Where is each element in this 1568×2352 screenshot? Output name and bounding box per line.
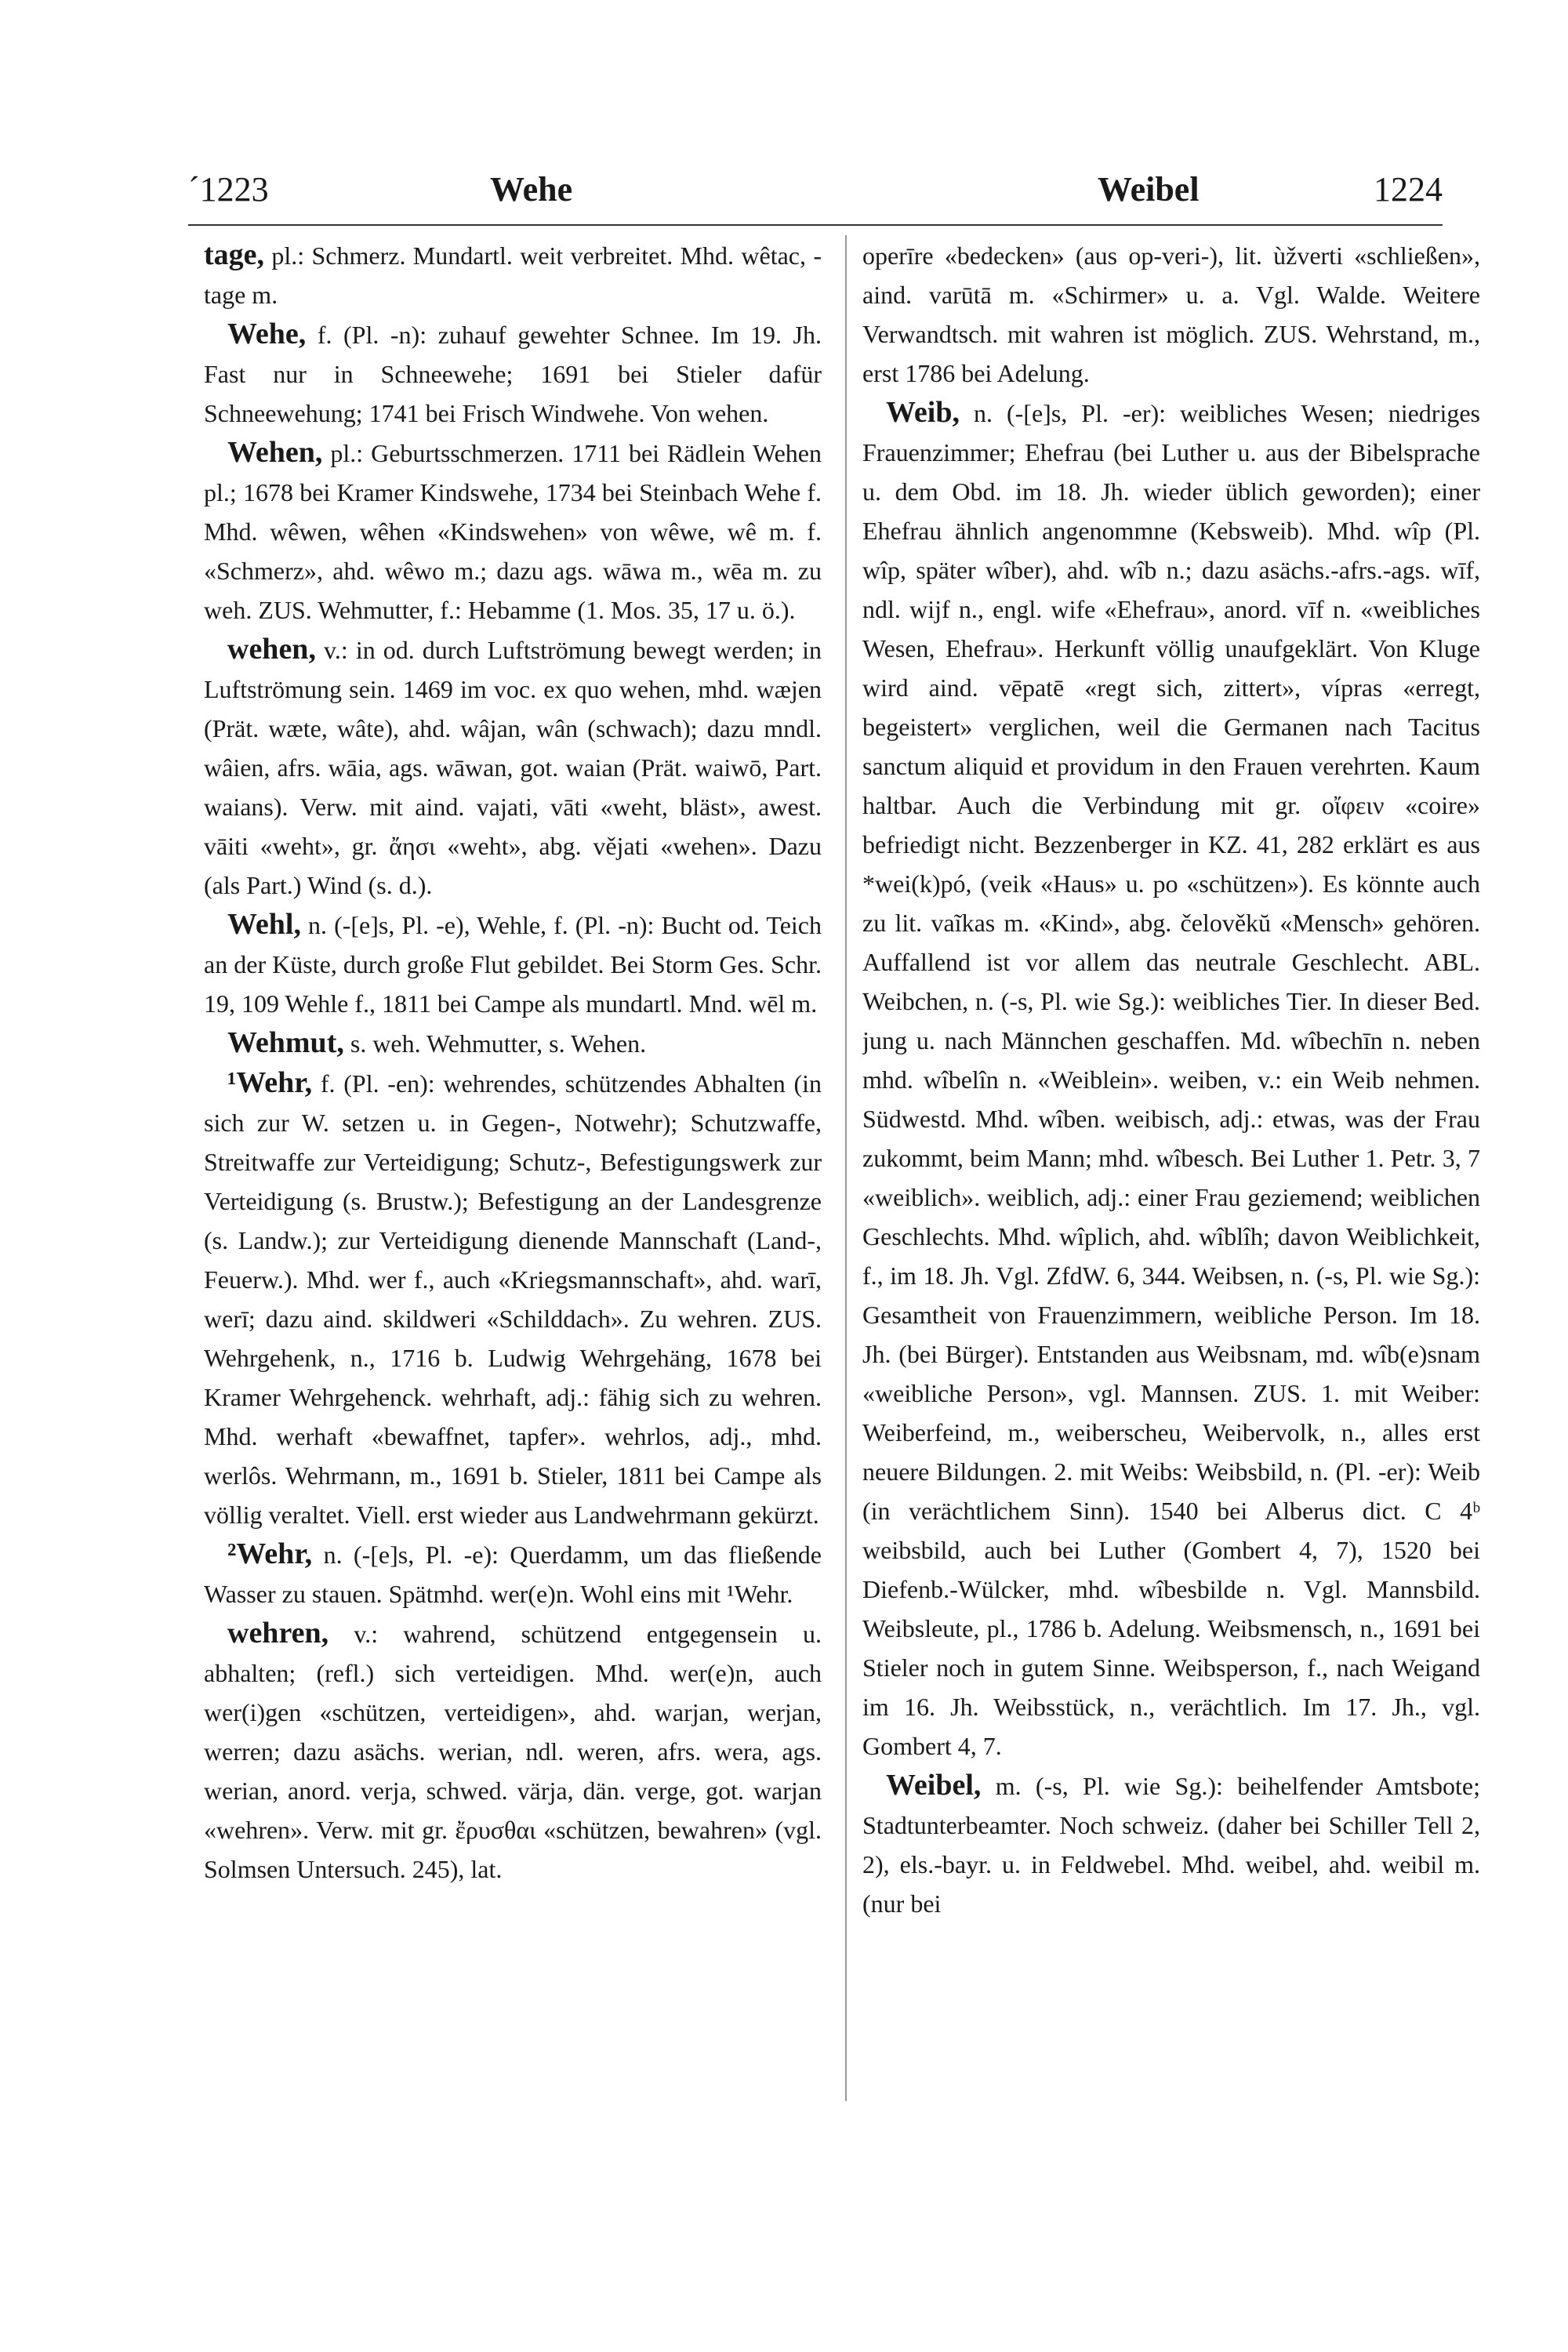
- entry-text: f. (Pl. -en): wehrendes, schützendes Abhalten (in sich zur W. setzen u. in Gegen-, Notwehr); Schutzwaffe, Streitwaffe zur Verteidigung; Schutz-, Befestigungswerk zur Verteidigung (s. Brustw.); Befestigung an der Landesgrenze (s. Landw.); zur Verteidigung dienende Mannschaft (Land-, Feuerw.). Mhd. wer f., auch «Kriegsmannschaft», ahd. warī, werī; dazu aind. skildweri «Schilddach». Zu wehren. ZUS. Wehrgehenk, n., 1716 b. Ludwig Wehrgehäng, 1678 bei Kramer Wehrgehenck. wehrhaft, adj.: fähig sich zu wehren. Mhd. werhaft «bewaffnet, tapfer». wehrlos, adj., mhd. werlôs. Wehrmann, m., 1691 b. Stieler, 1811 bei Campe als völlig veraltet. Viell. erst wieder aus Landwehrmann gekürzt.: [204, 1069, 822, 1529]
- entry: [204, 235, 822, 314]
- entry: [204, 905, 822, 1023]
- right-running-headword: Weibel: [1098, 170, 1200, 209]
- entry-headword: Wehe,: [227, 318, 307, 350]
- entry: [862, 1766, 1480, 1923]
- entry-headword: tage,: [204, 238, 265, 271]
- entry-headword: ²Wehr,: [227, 1537, 313, 1570]
- entry-text: f. (Pl. -n): zuhauf gewehter Schnee. Im 19. Jh. Fast nur in Schneewehe; 1691 bei Stieler dafür Schneewehung; 1741 bei Frisch Windwehe. Von wehen.: [204, 321, 822, 427]
- entry-text: pl.: Geburtsschmerzen. 1711 bei Rädlein Wehen pl.; 1678 bei Kramer Kindswehe, 1734 bei Steinbach Wehe f. Mhd. wêwen, wêhen «Kindswehen» von wêwe, wê m. f. «Schmerz», ahd. wêwo m.; dazu ags. wāwa m., wēa m. zu weh. ZUS. Wehmutter, f.: Hebamme (1. Mos. 35, 17 u. ö.).: [204, 439, 822, 624]
- entry-text: operīre «bedecken» (aus op-veri-), lit. ùžverti «schließen», aind. varūtā m. «Schirmer» u. a. Vgl. Walde. Weitere Verwandtsch. mit wahren ist möglich. ZUS. Wehrstand, m., erst 1786 bei Adelung.: [862, 241, 1480, 387]
- entry-headword: wehen,: [227, 633, 316, 666]
- entry-text: v.: in od. durch Luftströmung bewegt werden; in Luftströmung sein. 1469 im voc. ex quo wehen, mhd. wæjen (Prät. wæte, wâte), ahd. wâjan, wân (schwach); dazu mndl. wâien, afrs. wāia, ags. wāwan, got. waian (Prät. waiwō, Part. waians). Verw. mit aind. vajati, vāti «weht, bläst», awest. vāiti «weht», gr. ἄησι «weht», abg. vějati «wehen». Dazu (als Part.) Wind (s. d.).: [204, 636, 822, 899]
- entry-text: n. (-[e]s, Pl. -e): Querdamm, um das fließende Wasser zu stauen. Spätmhd. wer(e)n. Wohl eins mit ¹Wehr.: [204, 1541, 822, 1608]
- entry: [204, 630, 822, 905]
- entry: [204, 1063, 822, 1534]
- left-page-number: ´1223: [188, 170, 269, 209]
- right-page-number: 1224: [1374, 170, 1443, 209]
- entry-headword: Weibel,: [886, 1769, 982, 1802]
- entry-text: n. (-[e]s, Pl. -er): weibliches Wesen; niedriges Frauenzimmer; Ehefrau (bei Luther u. aus der Bibelsprache u. dem Obd. im 18. Jh. wieder üblich geworden); einer Ehefrau ähnlich angenommne (Kebsweib). Mhd. wîp (Pl. wîp, später wîber), ahd. wîb n.; dazu asächs.-afrs.-ags. wīf, ndl. wijf n., engl. wife «Ehefrau», anord. vīf n. «weibliches Wesen, Ehefrau». Herkunft völlig unaufgeklärt. Von Kluge wird aind. vēpatē «regt sich, zittert», vípras «erregt, begeistert» verglichen, weil die Germanen nach Tacitus sanctum aliquid et providum in den Frauen verehrten. Kaum haltbar. Auch die Verbindung mit gr. οἴφειν «coire» befriedigt nicht. Bezzenberger in KZ. 41, 282 erklärt es aus *wei(k)pó, (veik «Haus» u. po «schützen»). Es könnte auch zu lit. vaĩkas m. «Kind», abg. čelověkŭ «Mensch» gehören. Auffallend ist vor allem das neutrale Geschlecht. ABL. Weibchen, n. (-s, Pl. wie Sg.): weibliches Tier. In dieser Bed. jung u. nach Männchen geschaffen. Md. wîbechīn n. neben mhd. wîbelîn n. «Weiblein». weiben, v.: ein Weib nehmen. Südwestd. Mhd. wîben. weibisch, adj.: etwas, was der Frau zukommt, beim Mann; mhd. wîbesch. Bei Luther 1. Petr. 3, 7 «weiblich». weiblich, adj.: einer Frau geziemend; weiblichen Geschlechts. Mhd. wîplich, ahd. wîblîh; davon Weiblichkeit, f., im 18. Jh. Vgl. ZfdW. 6, 344. Weibsen, n. (-s, Pl. wie Sg.): Gesamtheit von Frauenzimmern, weibliche Person. Im 18. Jh. (bei Bürger). Entstanden aus Weibsnam, md. wîb(e)snam «weibliche Person», vgl. Mannsen. ZUS. 1. mit Weiber: Weiberfeind, m., weiberscheu, Weibervolk, n., alles erst neuere Bildungen. 2. mit Weibs: Weibsbild, n. (Pl. -er): Weib (in verächtlichem Sinn). 1540 bei Alberus dict. C 4ᵇ weibsbild, auch bei Luther (Gombert 4, 7), 1520 bei Diefenb.-Wülcker, mhd. wîbesbilde n. Vgl. Mannsbild. Weibsleute, pl., 1786 b. Adelung. Weibsmensch, n., 1691 bei Stieler noch in gutem Sinne. Weibsperson, f., nach Weigand im 16. Jh. Weibsstück, n., verächtlich. Im 17. Jh., vgl. Gombert 4, 7.: [862, 399, 1480, 1760]
- entry-text: s. weh. Wehmutter, s. Wehen.: [350, 1029, 647, 1058]
- page-header: [188, 166, 1443, 221]
- entry-continuation: [862, 235, 1480, 393]
- entry: [862, 393, 1480, 1766]
- entry-headword: Wehen,: [227, 436, 323, 469]
- entry-headword: Wehl,: [227, 908, 301, 941]
- right-column: [862, 235, 1480, 2101]
- entry-text: m. (-s, Pl. wie Sg.): beihelfender Amtsbote; Stadtunterbeamter. Noch schweiz. (daher bei Schiller Tell 2, 2), els.-bayr. u. in Feldwebel. Mhd. weibel, ahd. weibil m. (nur bei: [862, 1772, 1480, 1918]
- entry: [204, 1613, 822, 1889]
- left-running-headword: Wehe: [490, 170, 573, 209]
- header-rule: [188, 224, 1443, 226]
- entry-headword: Weib,: [886, 396, 960, 429]
- entry-headword: Wehmut,: [227, 1026, 344, 1059]
- entry: [204, 314, 822, 433]
- entry: [204, 1534, 822, 1613]
- entry: [204, 433, 822, 630]
- entry-text: v.: wahrend, schützend entgegensein u. abhalten; (refl.) sich verteidigen. Mhd. wer(e)n, auch wer(i)gen «schützen, verteidigen», ahd. warjan, werjan, werren; dazu asächs. werian, ndl. weren, afrs. wera, ags. werian, anord. verja, schwed. värja, dän. verge, got. warjan «wehren». Verw. mit gr. ἔρυσθαι «schützen, bewahren» (vgl. Solmsen Untersuch. 245), lat.: [204, 1620, 822, 1883]
- column-divider: [845, 235, 847, 2101]
- entry-text: n. (-[e]s, Pl. -e), Wehle, f. (Pl. -n): Bucht od. Teich an der Küste, durch große Flut gebildet. Bei Storm Ges. Schr. 19, 109 Wehle f., 1811 bei Campe als mundartl. Mnd. wēl m.: [204, 911, 822, 1018]
- entry-headword: wehren,: [227, 1617, 329, 1650]
- entry-headword: ¹Wehr,: [227, 1066, 313, 1099]
- left-column: [204, 235, 822, 2101]
- entry-text: pl.: Schmerz. Mundartl. weit verbreitet. Mhd. wêtac, -tage m.: [204, 241, 822, 309]
- entry: [204, 1023, 822, 1063]
